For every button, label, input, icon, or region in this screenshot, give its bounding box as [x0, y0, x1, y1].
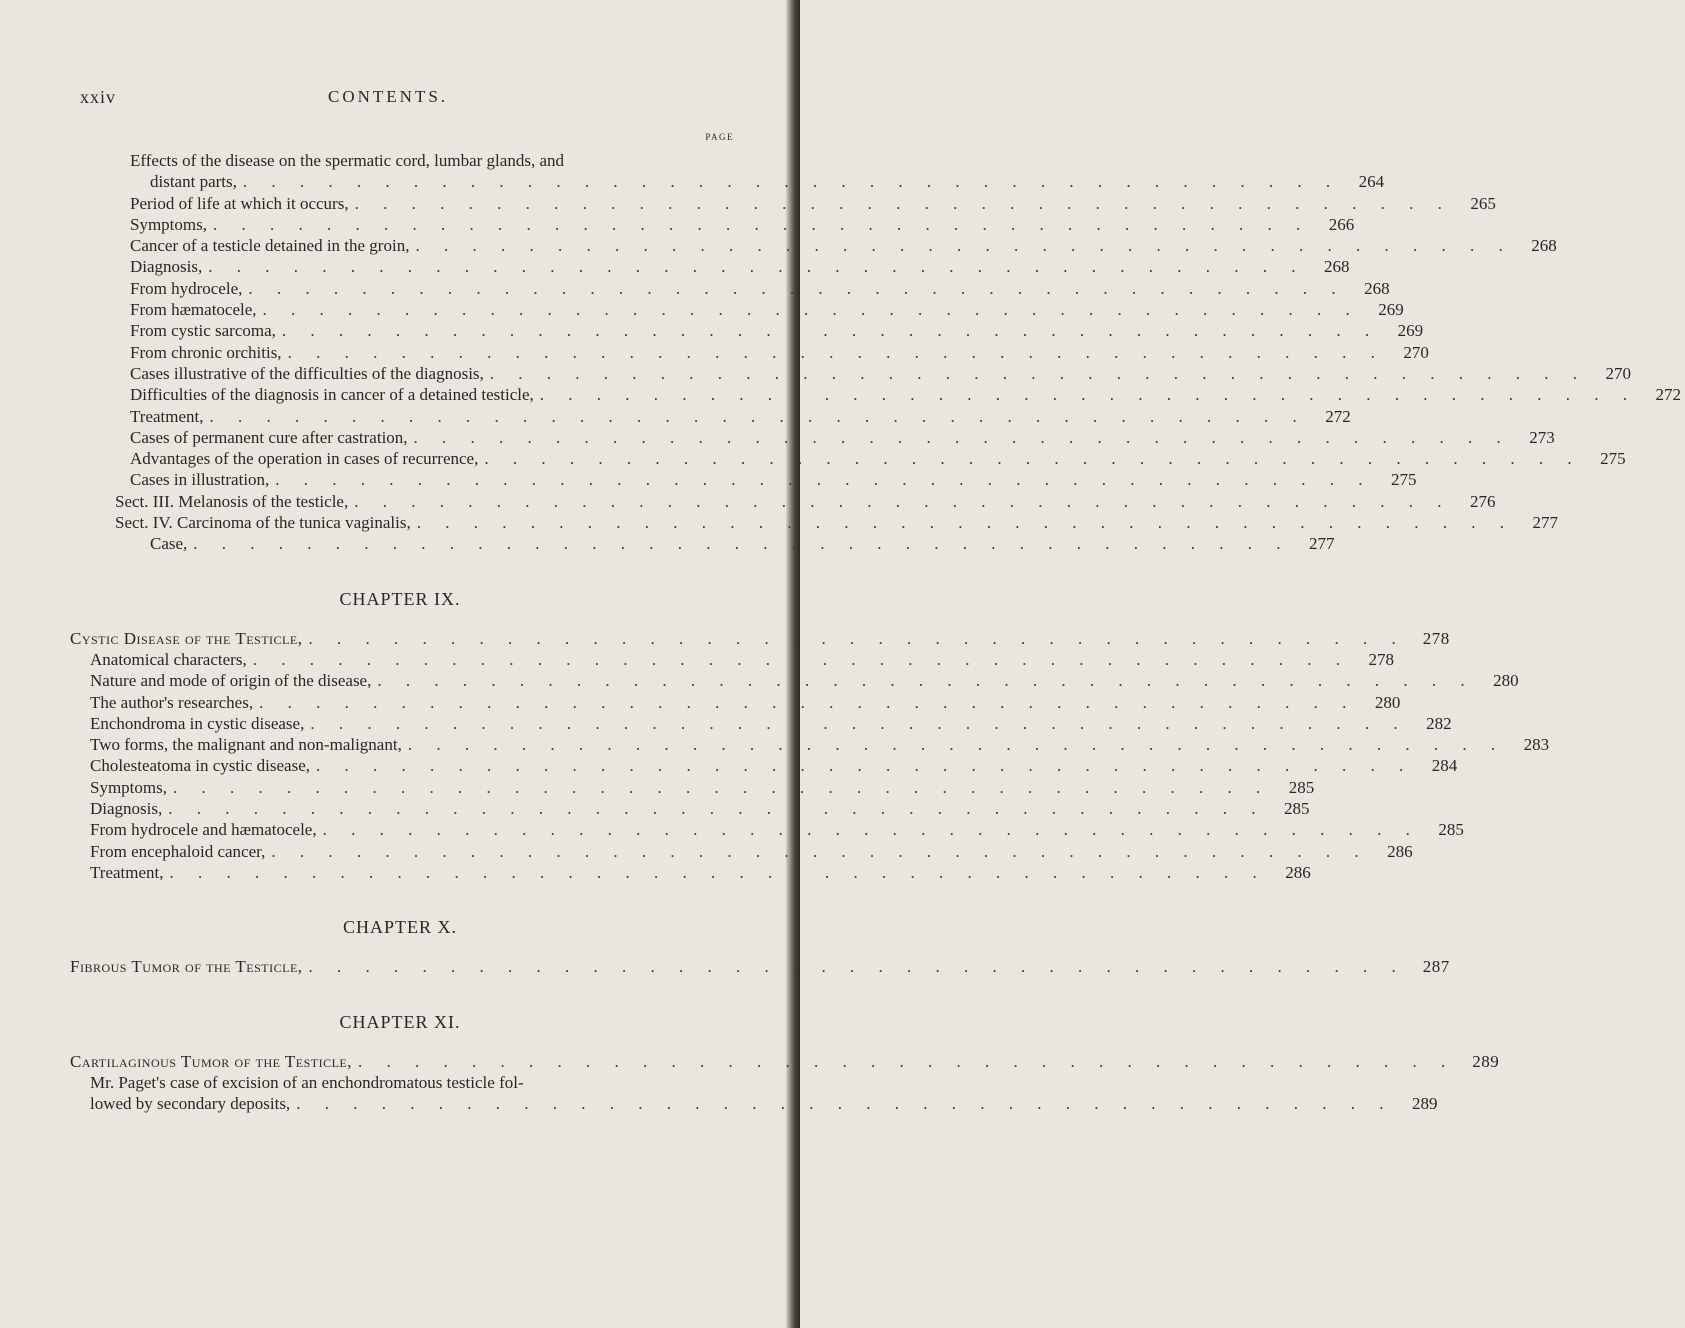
toc-entry [60, 342, 1429, 363]
toc-page-number: 289 [1411, 1094, 1438, 1114]
toc-entry-text: Treatment, [90, 862, 164, 882]
toc-entry-text: Symptoms, [130, 214, 207, 234]
toc-page-number: 273 [1529, 427, 1555, 447]
toc-entry [60, 798, 1310, 819]
toc-entry-text: Enchondroma in cystic disease, [90, 713, 305, 733]
toc-page-number: 280 [1493, 671, 1519, 691]
toc-entry [60, 448, 1626, 469]
toc-page-number: 276 [1469, 491, 1496, 511]
dot-leader: . . . . . . . . . . . . . . . . . . . . . . . . . . . . . . . . . . . . . . . [281, 321, 1380, 341]
dot-leader: . . . . . . . . . . . . . . . . . . . . . . . . . . . . . . . . . . . . . . . [287, 342, 1385, 362]
toc-entry [60, 235, 1557, 256]
toc-entry [60, 320, 1424, 341]
toc-page-number: 268 [1324, 257, 1350, 277]
dot-leader: . . . . . . . . . . . . . . . . . . . . . . . . . . . . . . . . . . . . . . . [358, 1051, 1456, 1071]
toc-entry [60, 777, 1315, 798]
toc-entry [60, 299, 1404, 320]
toc-entry [60, 150, 740, 171]
chapter-10-entries [60, 956, 1450, 977]
toc-entry [60, 1093, 1438, 1114]
toc-entry [60, 533, 1335, 554]
dot-leader: . . . . . . . . . . . . . . . . . . . . . . . . . . . . . . . . . . . . . . . [271, 841, 1369, 861]
toc-entry-text: Mr. Paget's case of excision of an enchondromatous testicle fol- [90, 1072, 524, 1092]
toc-entry-text: distant parts, [150, 172, 237, 192]
toc-page-number: 287 [1422, 957, 1450, 977]
chapter-11-entries [60, 1051, 1500, 1115]
running-title: CONTENTS. [328, 87, 449, 106]
toc-entry [60, 427, 1555, 448]
toc-entry-text: Advantages of the operation in cases of recurrence, [130, 449, 479, 469]
toc-entry-text: From hydrocele and hæmatocele, [90, 820, 317, 840]
toc-page-number: 270 [1605, 363, 1632, 383]
page-folio: xxiv [80, 87, 117, 107]
toc-page-number: 280 [1374, 692, 1401, 712]
toc-entry [60, 406, 1351, 427]
dot-leader: . . . . . . . . . . . . . . . . . . . . . . . . . . . . . . . . . . . . . . . [193, 534, 1291, 554]
toc-entry-text: Difficulties of the diagnosis in cancer of a detained testicle, [130, 385, 534, 405]
toc-entry [60, 193, 1496, 214]
dot-leader: . . . . . . . . . . . . . . . . . . . . . . . . . . . . . . . . . . . . . . . [310, 713, 1408, 733]
toc-entry [60, 819, 1464, 840]
toc-entry [60, 214, 1355, 235]
toc-entry [60, 628, 1450, 649]
toc-entry-text: Sect. III. Melanosis of the testicle, [115, 491, 349, 511]
toc-page-number: 277 [1532, 513, 1558, 533]
dot-leader: . . . . . . . . . . . . . . . . . . . . . . . . . . . . . . . . . . . . . . . [242, 172, 1341, 192]
dot-leader: . . . . . . . . . . . . . . . . . . . . . . . . . . . . . . . . . . . . . . . [213, 214, 1311, 234]
toc-page-number: 289 [1472, 1051, 1500, 1071]
dot-leader: . . . . . . . . . . . . . . . . . . . . . . . . . . . . . . . . . . . . . . . [316, 756, 1414, 776]
toc-entry-text: Case, [150, 534, 188, 554]
toc-entry-text: Period of life at which it occurs, [130, 193, 349, 213]
toc-page-number: 272 [1325, 406, 1351, 426]
toc-entry [60, 713, 1452, 734]
toc-entry-text: From encephaloid cancer, [90, 841, 266, 861]
toc-entry-text: Cystic Disease of the Testicle, [70, 628, 303, 648]
toc-entry-text: Sect. IV. Carcinoma of the tunica vaginalis, [115, 513, 411, 533]
toc-page-number: 282 [1426, 713, 1452, 733]
toc-entry-text: Symptoms, [90, 777, 167, 797]
dot-leader: . . . . . . . . . . . . . . . . . . . . . . . . . . . . . . . . . . . . . . . [484, 449, 1582, 469]
toc-entry-text: Diagnosis, [130, 257, 203, 277]
toc-entry [60, 469, 1417, 490]
dot-leader: . . . . . . . . . . . . . . . . . . . . . . . . . . . . . . . . . . . . . . . [173, 777, 1271, 797]
toc-entry [60, 862, 1311, 883]
toc-entry-text: Cases in illustration, [130, 470, 270, 490]
toc-entry [60, 841, 1413, 862]
dot-leader: . . . . . . . . . . . . . . . . . . . . . . . . . . . . . . . . . . . . . . . [296, 1094, 1394, 1114]
toc-entry [60, 363, 1632, 384]
contents-list [60, 150, 1682, 1114]
dot-leader: . . . . . . . . . . . . . . . . . . . . . . . . . . . . . . . . . . . . . . . [415, 236, 1513, 256]
toc-page-number: 283 [1523, 735, 1550, 755]
toc-entry [60, 512, 1558, 533]
toc-page-number: 278 [1422, 628, 1450, 648]
toc-page-number: 272 [1655, 385, 1682, 405]
toc-entry [60, 1051, 1500, 1072]
toc-page-number: 266 [1328, 214, 1355, 234]
dot-leader: . . . . . . . . . . . . . . . . . . . . . . . . . . . . . . . . . . . . . . . [248, 278, 1346, 298]
toc-entry-text: Diagnosis, [90, 799, 163, 819]
toc-entry [60, 491, 1496, 512]
toc-entry [60, 670, 1519, 691]
toc-page-number: 285 [1284, 799, 1310, 819]
toc-entry-text: Fibrous Tumor of the Testicle, [70, 957, 303, 977]
toc-entry-text: Anatomical characters, [90, 649, 247, 669]
dot-leader: . . . . . . . . . . . . . . . . . . . . . . . . . . . . . . . . . . . . . . . [259, 692, 1357, 712]
dot-leader: . . . . . . . . . . . . . . . . . . . . . . . . . . . . . . . . . . . . . . . [308, 628, 1406, 648]
toc-entry-text: Cholesteatoma in cystic disease, [90, 756, 310, 776]
chapter-11-heading: CHAPTER XI. [339, 1011, 461, 1032]
dot-leader: . . . . . . . . . . . . . . . . . . . . . . . . . . . . . . . . . . . . . . . [413, 427, 1511, 447]
dot-leader: . . . . . . . . . . . . . . . . . . . . . . . . . . . . . . . . . . . . . . . [377, 671, 1475, 691]
toc-page-number: 269 [1397, 321, 1424, 341]
dot-leader: . . . . . . . . . . . . . . . . . . . . . . . . . . . . . . . . . . . . . . . [354, 193, 1452, 213]
dot-leader: . . . . . . . . . . . . . . . . . . . . . . . . . . . . . . . . . . . . . . . [416, 513, 1514, 533]
toc-entry [60, 256, 1350, 277]
toc-page-number: 284 [1431, 756, 1458, 776]
toc-page-number: 286 [1285, 862, 1311, 882]
toc-entry-text: From hydrocele, [130, 278, 243, 298]
toc-page-number: 265 [1470, 193, 1496, 213]
toc-entry-text: Nature and mode of origin of the disease, [90, 671, 372, 691]
toc-entry [60, 649, 1394, 670]
toc-page-number: 275 [1600, 449, 1626, 469]
dot-leader: . . . . . . . . . . . . . . . . . . . . . . . . . . . . . . . . . . . . . . . [308, 957, 1406, 977]
toc-entry-text: Two forms, the malignant and non-malignant, [90, 735, 402, 755]
toc-page-number: 268 [1364, 278, 1390, 298]
section-8-entries [60, 150, 1682, 555]
contents-page [60, 60, 1682, 1114]
toc-entry [60, 278, 1390, 299]
toc-page-number: 285 [1288, 777, 1315, 797]
toc-entry [60, 734, 1550, 755]
toc-page-number: 277 [1309, 534, 1335, 554]
toc-page-number: 270 [1403, 342, 1429, 362]
dot-leader: . . . . . . . . . . . . . . . . . . . . . . . . . . . . . . . . . . . . . . . [489, 363, 1588, 383]
toc-page-number: 275 [1391, 470, 1417, 490]
dot-leader: . . . . . . . . . . . . . . . . . . . . . . . . . . . . . . . . . . . . . . . [168, 799, 1266, 819]
chapter-9-heading: CHAPTER IX. [339, 588, 461, 609]
dot-leader: . . . . . . . . . . . . . . . . . . . . . . . . . . . . . . . . . . . . . . . [539, 385, 1638, 405]
toc-entry-text: Cases of permanent cure after castration, [130, 427, 408, 447]
running-head [60, 60, 740, 110]
toc-entry-text: Cancer of a testicle detained in the groin, [130, 236, 410, 256]
toc-page-number: 285 [1438, 820, 1464, 840]
chapter-9-entries [60, 628, 1550, 884]
dot-leader: . . . . . . . . . . . . . . . . . . . . . . . . . . . . . . . . . . . . . . . [262, 300, 1360, 320]
toc-page-number: 286 [1387, 841, 1413, 861]
toc-entry-text: Treatment, [130, 406, 204, 426]
dot-leader: . . . . . . . . . . . . . . . . . . . . . . . . . . . . . . . . . . . . . . . [208, 257, 1306, 277]
toc-entry [60, 956, 1450, 977]
toc-entry [60, 171, 1385, 192]
toc-page-number: 278 [1368, 649, 1394, 669]
toc-entry [60, 1072, 740, 1093]
toc-entry-text: Cases illustrative of the difficulties of the diagnosis, [130, 363, 484, 383]
toc-entry-text: From cystic sarcoma, [130, 321, 276, 341]
dot-leader: . . . . . . . . . . . . . . . . . . . . . . . . . . . . . . . . . . . . . . . [275, 470, 1373, 490]
chapter-10-heading: CHAPTER X. [342, 917, 457, 938]
toc-entry [60, 755, 1458, 776]
dot-leader: . . . . . . . . . . . . . . . . . . . . . . . . . . . . . . . . . . . . . . . [209, 406, 1307, 426]
dot-leader: . . . . . . . . . . . . . . . . . . . . . . . . . . . . . . . . . . . . . . . [252, 649, 1350, 669]
toc-page-number: 264 [1358, 172, 1385, 192]
toc-entry-text: From hæmatocele, [130, 300, 257, 320]
page-column-label: PAGE [705, 132, 734, 142]
toc-entry-text: Effects of the disease on the spermatic cord, lumbar glands, and [130, 151, 564, 170]
toc-entry-text: The author's researches, [90, 692, 254, 712]
toc-entry-text: Cartilaginous Tumor of the Testicle, [70, 1051, 353, 1071]
toc-entry-text: From chronic orchitis, [130, 342, 282, 362]
dot-leader: . . . . . . . . . . . . . . . . . . . . . . . . . . . . . . . . . . . . . . . [322, 820, 1420, 840]
toc-page-number: 269 [1378, 300, 1404, 320]
dot-leader: . . . . . . . . . . . . . . . . . . . . . . . . . . . . . . . . . . . . . . . [407, 735, 1506, 755]
dot-leader: . . . . . . . . . . . . . . . . . . . . . . . . . . . . . . . . . . . . . . . [169, 862, 1267, 882]
toc-entry-text: lowed by secondary deposits, [90, 1094, 291, 1114]
toc-entry [60, 384, 1682, 405]
toc-page-number: 268 [1531, 236, 1557, 256]
dot-leader: . . . . . . . . . . . . . . . . . . . . . . . . . . . . . . . . . . . . . . . [354, 491, 1452, 511]
toc-entry [60, 692, 1401, 713]
